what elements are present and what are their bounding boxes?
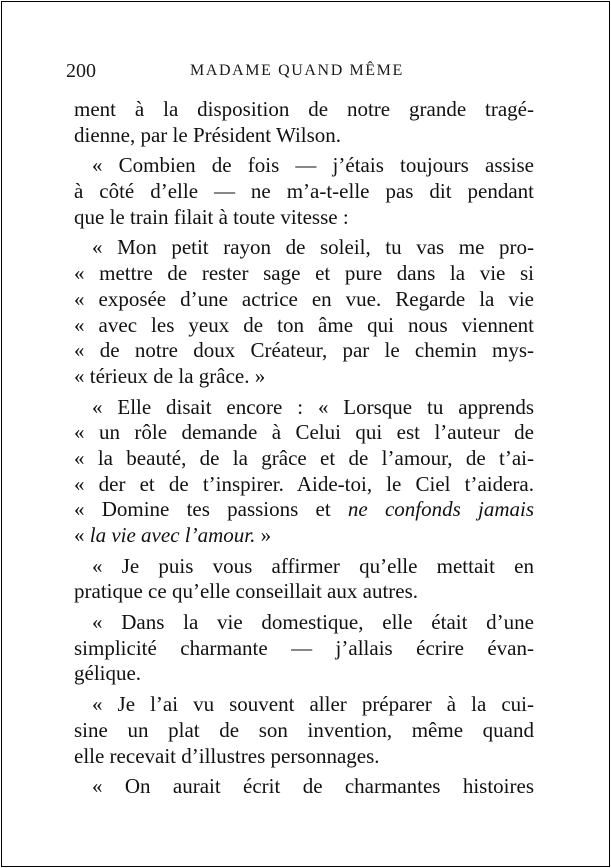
text-line: gélique.	[74, 661, 142, 686]
text-line: « térieux de la grâce. »	[74, 363, 266, 388]
italic-segment: la vie avec l’amour.	[89, 523, 256, 547]
text-segment: «	[74, 523, 90, 547]
text-segment: »	[255, 523, 272, 547]
text-line: sine un plat de son invention, même quand	[74, 717, 534, 742]
text-line: « de notre doux Créateur, par le chemin mys-	[74, 338, 534, 363]
text-line: « un rôle demande à Celui qui est l’auteur de	[74, 420, 534, 445]
text-line: « On aurait écrit de charmantes histoires	[92, 774, 534, 799]
text-line: « Combien de fois — j’étais toujours assise	[92, 153, 534, 178]
text-line	[74, 497, 534, 523]
italic-segment: ne confonds jamais	[347, 497, 534, 522]
book-page	[1, 1, 610, 867]
text-line: « der et de t’inspirer. Aide-toi, le Ciel t’aidera.	[74, 471, 534, 496]
text-line: à côté d’elle — ne m’a-t-elle pas dit pendant	[74, 179, 534, 204]
text-line: ment à la disposition de notre grande tragé-	[74, 97, 534, 121]
text-line: « Elle disait encore : « Lorsque tu apprends	[92, 394, 534, 419]
text-line: elle recevait d’illustres personnages.	[74, 743, 380, 768]
text-line: « Je puis vous affirmer qu’elle mettait en	[92, 553, 534, 578]
text-line: « exposée d’une actrice en vue. Regarde la vie	[74, 286, 534, 311]
text-line: « Dans la vie domestique, elle était d’une	[92, 610, 534, 635]
page-header	[66, 60, 536, 84]
text-line: dienne, par le Président Wilson.	[74, 122, 342, 147]
text-line: « Je l’ai vu souvent aller préparer à la cui-	[92, 692, 534, 717]
body-text	[74, 97, 534, 800]
running-title: MADAME QUAND MÊME	[190, 62, 404, 79]
text-line	[74, 523, 534, 549]
text-line: que le train filait à toute vitesse :	[74, 204, 349, 229]
text-line: « la beauté, de la grâce et de l’amour, de t’ai-	[74, 445, 534, 470]
text-segment: « Domine tes passions et	[74, 497, 348, 522]
text-line: « avec les yeux de ton âme qui nous viennent	[74, 312, 534, 337]
text-line: pratique ce qu’elle conseillait aux autres.	[74, 579, 419, 604]
text-line: « mettre de rester sage et pure dans la vie si	[74, 261, 534, 286]
text-line: simplicité charmante — j’allais écrire évan-	[74, 635, 534, 660]
text-line: « Mon petit rayon de soleil, tu vas me pro-	[92, 235, 534, 260]
page-number: 200	[66, 60, 96, 82]
